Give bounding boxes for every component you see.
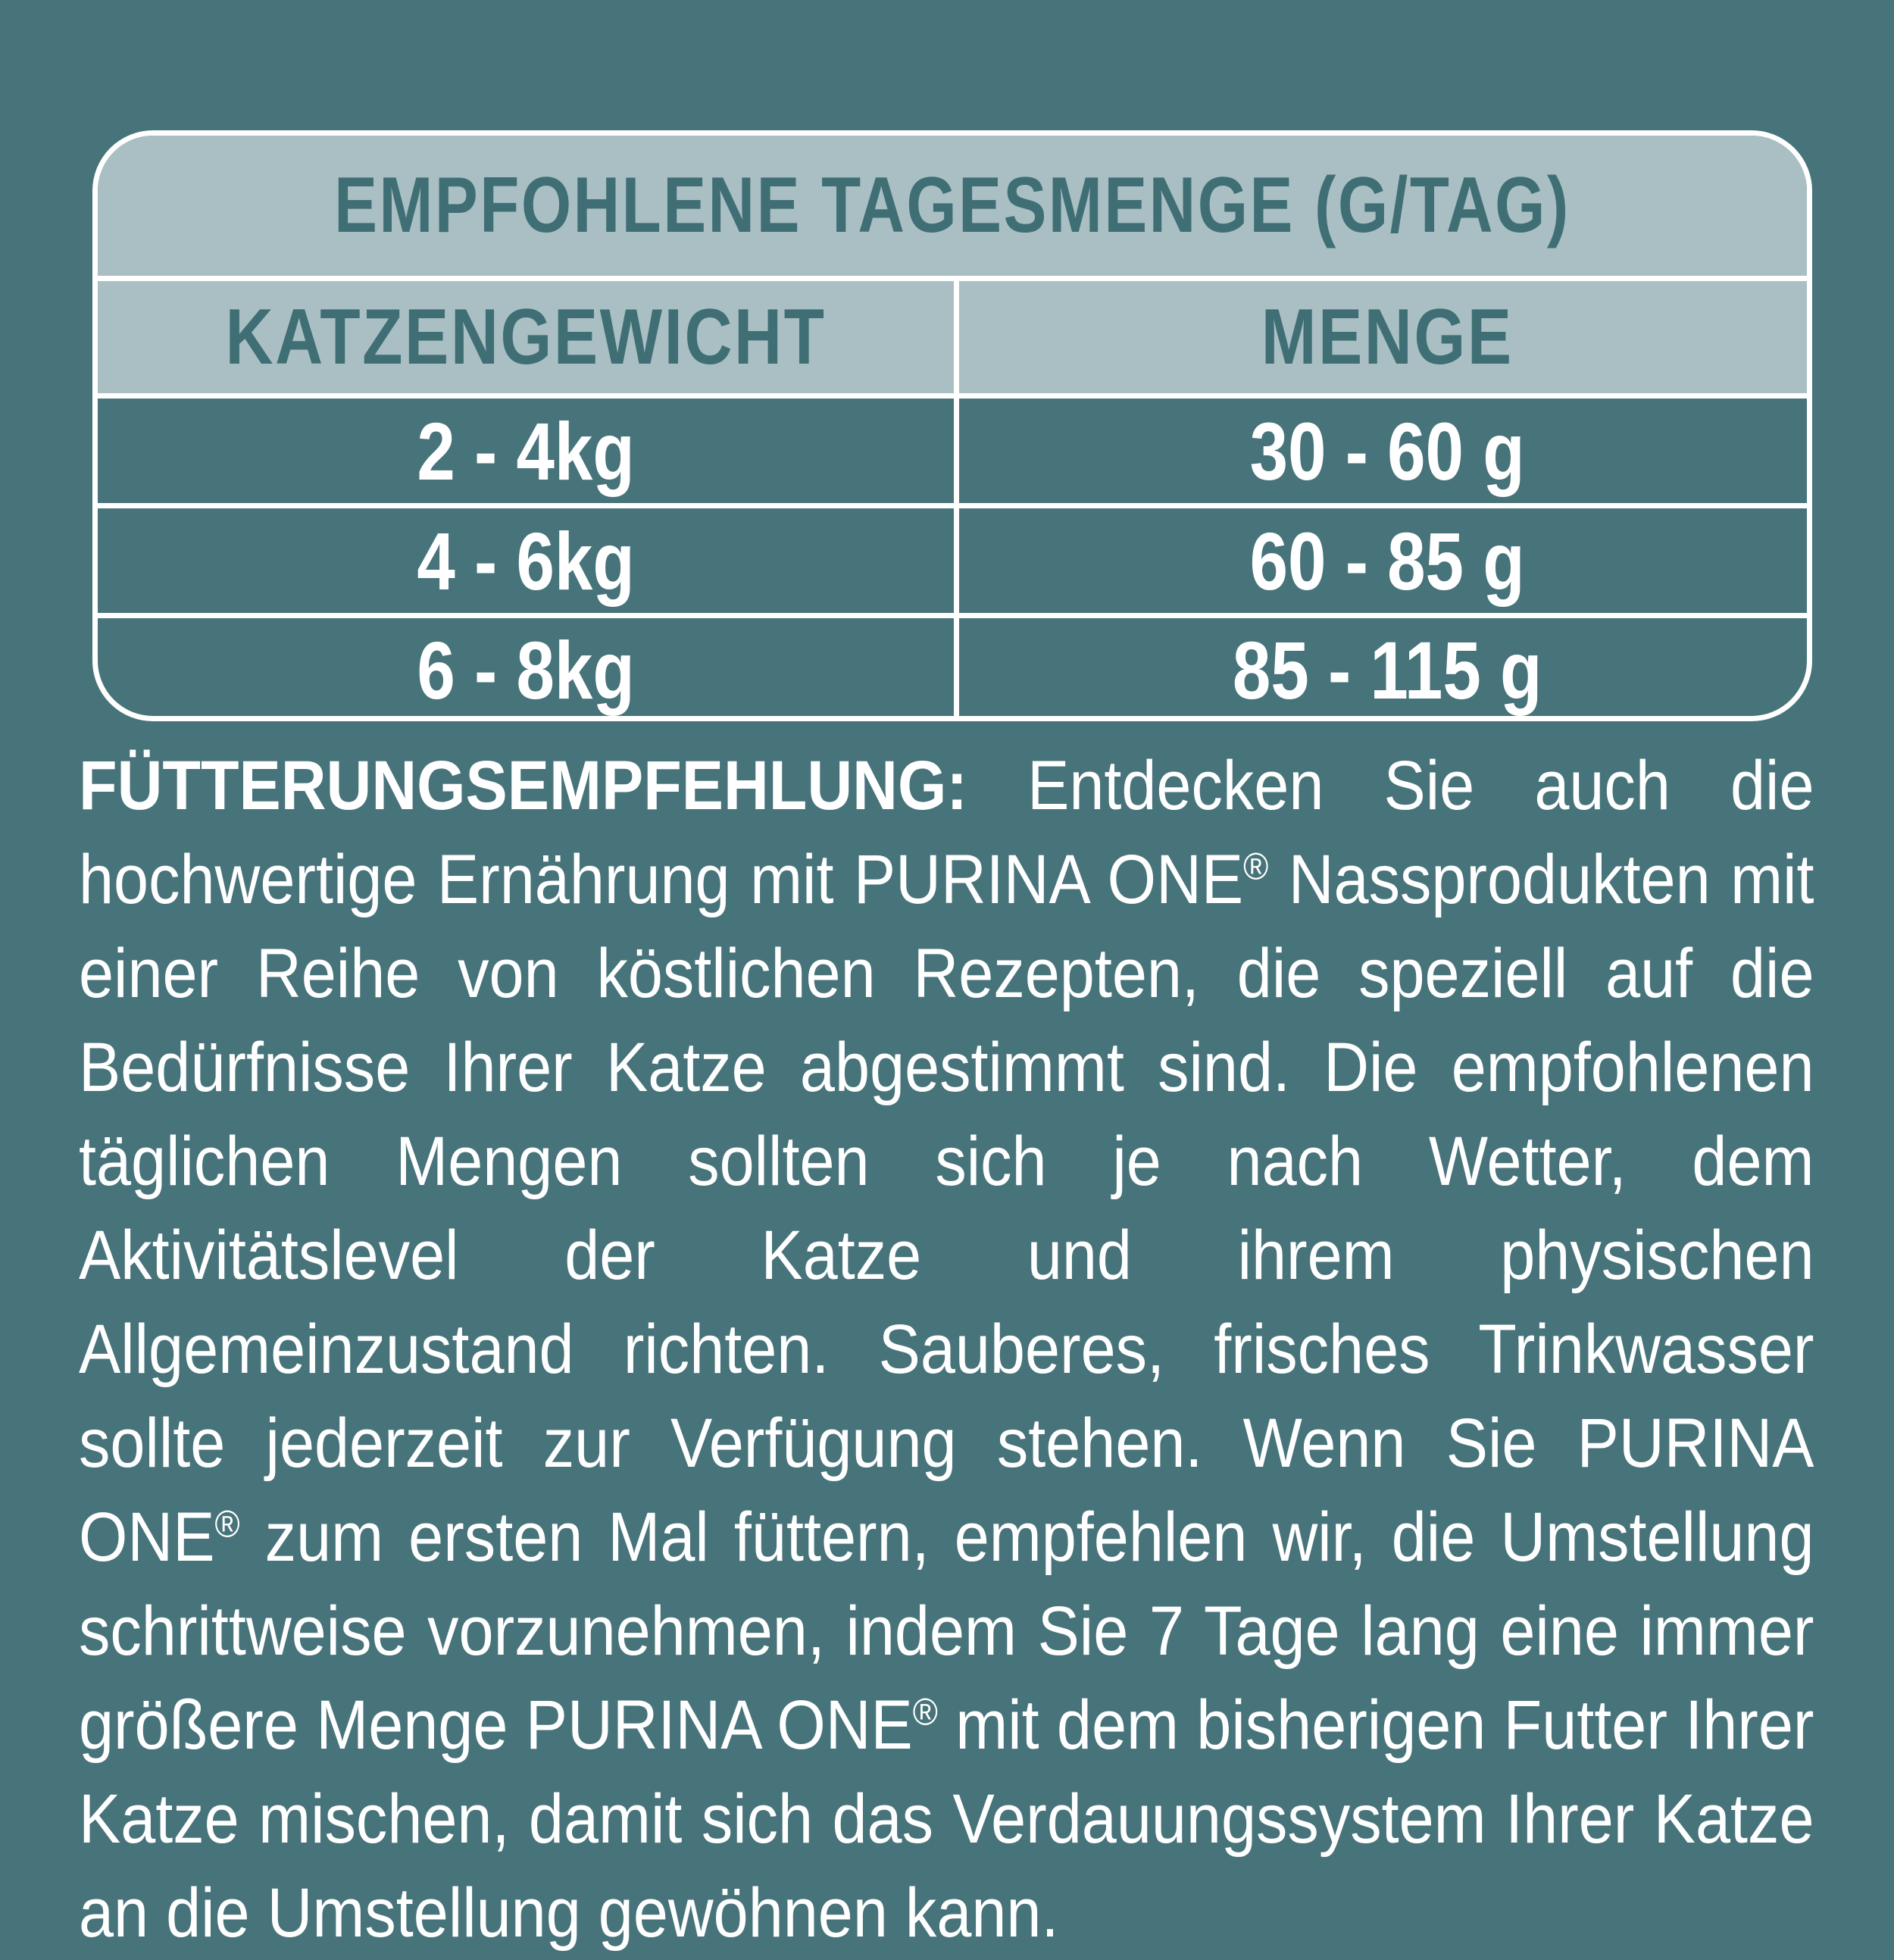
recommendation-text: Nassprodukten mit einer Reihe von köstlichen Rezepten, die speziell auf die Bedürfnisse Ihrer Katze abgestimmt sind. Die empfohlenen täglichen Mengen sollten sich je nach Wetter, dem Aktivitätslevel der Katze und ihrem physischen Allgemeinzustand richten. Sauberes, frisches Trinkwasser sollte jederzeit zur Verfügung stehen. Wenn Sie PURINA ONE: [79, 841, 1814, 1576]
registered-mark: ®: [1243, 845, 1269, 888]
table-row-amount: 60 - 85 g: [1249, 514, 1525, 607]
feeding-recommendation: [79, 739, 1814, 1960]
recommendation-text: mit dem bisherigen Futter Ihrer Katze mischen, damit sich das Verdauungssystem Ihrer Katze an die Umstellung gewöhnen kann.: [79, 1686, 1814, 1952]
registered-mark: ®: [912, 1690, 938, 1733]
table-row-amount: 85 - 115 g: [1232, 624, 1542, 716]
table-row-weight: 2 - 4kg: [417, 405, 635, 497]
divider: [98, 613, 1807, 618]
divider: [98, 503, 1807, 508]
table-row-weight: 4 - 6kg: [417, 514, 635, 607]
table-title-text: EMPFOHLENE TAGESMENGE (G/TAG): [334, 161, 1571, 249]
registered-mark: ®: [214, 1502, 240, 1546]
header-weight: KATZENGEWICHT: [98, 281, 954, 393]
recommendation-lead: FÜTTERUNGSEMPFEHLUNG:: [79, 747, 967, 824]
header-amount: MENGE: [959, 281, 1812, 393]
table-row-weight: 6 - 8kg: [417, 624, 635, 716]
column-divider: [954, 276, 959, 721]
table-row-amount: 30 - 60 g: [1249, 405, 1525, 497]
recommendation-text: Entdecken Sie auch die hochwertige Ernährung mit PURINA ONE: [79, 747, 1814, 918]
recommendation-text: zum ersten Mal füttern, empfehlen wir, die Umstellung schrittweise vorzunehmen, indem Sie 7 Tage lang eine immer größere Menge PURINA ONE: [79, 1499, 1814, 1764]
table-title: [98, 136, 1807, 276]
divider: [98, 393, 1807, 399]
feeding-table: [92, 130, 1812, 721]
divider: [98, 276, 1807, 281]
